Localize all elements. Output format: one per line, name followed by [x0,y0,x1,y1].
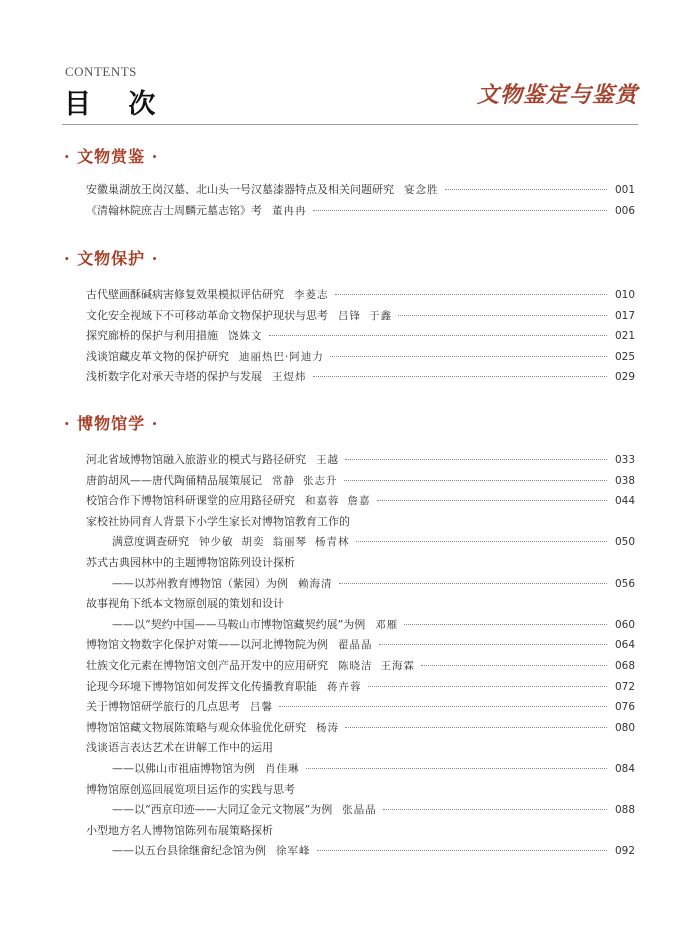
entry-subtitle: ——以佛山市祖庙博物馆为例 [112,761,255,775]
section-title: · 文物赏鉴 · [64,147,159,166]
dot-leader [279,706,607,707]
entry-author: 王煜炜 [272,371,307,384]
entry-title: 博物馆原创巡回展览项目运作的实践与思考 [86,782,295,796]
toc-entry-line[interactable] [86,512,635,533]
entry-title: 浅析数字化对承天寺塔的保护与发展 [86,370,262,384]
entry-subtitle: 满意度调查研究 [112,535,189,549]
page-number: 010 [614,289,635,301]
dot-leader [330,356,607,357]
dot-leader [356,541,608,542]
entry-author: 宴念胜 [404,184,439,196]
entry-title: 小型地方名人博物馆陈列布展策略探析 [86,823,273,837]
toc-entry[interactable] [86,718,635,739]
section-entries [86,180,635,221]
entry-author: 赖海清 [298,577,333,590]
dot-leader [306,768,608,769]
page-number: 006 [614,204,635,217]
page-number: 001 [614,184,635,196]
entry-title: 河北省域博物馆融入旅游业的模式与路径研究 [86,453,306,466]
entry-author: 吕锋 [338,309,361,322]
entry-author: 蒋卉蓉 [327,680,362,693]
dot-leader [269,335,608,336]
entry-title: 故事视角下纸本文物原创展的策划和设计 [86,597,284,611]
toc-entry-line[interactable] [86,841,635,862]
entry-author: 詹嘉 [347,495,371,508]
page-number: 056 [614,577,635,590]
toc-entry[interactable] [86,635,635,656]
toc-entry[interactable] [86,285,635,306]
section-title: · 文物保护 · [64,249,159,268]
entry-title: 浅谈馆藏皮革文物的保护研究 [86,349,229,363]
dot-leader [398,315,607,316]
entry-author: 王越 [316,454,339,466]
toc-entry-line[interactable] [86,553,635,574]
dot-leader [383,809,607,810]
page-number: 044 [614,495,635,508]
entry-author: 和嘉蓉 [305,495,340,508]
entry-title: 校馆合作下博物馆科研课堂的应用路径研究 [86,494,295,508]
dot-leader [445,189,608,190]
toc-entry[interactable] [86,326,635,347]
entry-author: 翁丽琴 [272,536,307,549]
page-number: 092 [614,845,635,858]
page-number: 017 [614,309,635,322]
dot-leader [404,624,607,625]
dot-leader [317,850,608,851]
entry-author: 胡奕 [241,536,265,549]
dot-leader [379,644,608,645]
toc-entry-line[interactable] [86,759,635,780]
toc-entry[interactable] [86,306,635,327]
page-number: 033 [614,454,635,466]
dot-leader [421,665,607,666]
dot-leader [335,294,608,295]
entry-author: 张晶晶 [342,804,377,817]
entry-author: 杨青林 [315,536,350,549]
header-divider [62,124,638,125]
dot-leader [313,210,608,211]
toc-entry[interactable] [86,656,635,677]
entry-author: 李菱志 [294,289,329,301]
dot-leader [339,583,608,584]
entry-title: 《清翰林院庶吉士周麟元墓志铭》考 [86,203,262,217]
page-number: 038 [614,474,635,487]
journal-logo: 文物鉴定与鉴赏 [476,82,638,108]
toc-entry-line[interactable] [86,594,635,615]
entry-author: 王海霖 [380,659,415,672]
toc-entry-line[interactable] [86,532,635,553]
toc-entry-line[interactable] [86,800,635,821]
entry-author: 钟少敏 [199,536,234,549]
page-number: 029 [614,371,635,384]
toc-entry-line[interactable] [86,821,635,842]
toc-entry[interactable] [86,347,635,368]
section-entries [86,450,635,862]
page-number: 064 [614,639,635,652]
page-number: 025 [614,350,635,363]
contents-label: CONTENTS [65,64,137,79]
entry-author: 张志升 [303,474,338,487]
dot-leader [377,500,608,501]
section-title: · 博物馆学 · [64,414,159,433]
entry-author: 迪丽热巴·阿迪力 [239,350,324,363]
entry-subtitle: ——以苏州教育博物馆（紫园）为例 [112,576,288,590]
entry-title: 浅谈语言表达艺术在讲解工作中的运用 [86,741,273,755]
entry-author: 肖佳琳 [265,762,300,775]
toc-entry-line[interactable] [86,738,635,759]
toc-entry[interactable] [86,367,635,388]
entry-author: 翟晶晶 [338,639,373,652]
entry-title: 关于博物馆研学旅行的几点思考 [86,700,240,714]
dot-leader [345,459,607,460]
entry-title: 安徽巢湖放王岗汉墓、北山头一号汉墓漆器特点及相关问题研究 [86,183,394,196]
page-number: 080 [614,721,635,734]
entry-title: 探究廊桥的保护与利用措施 [86,329,218,343]
page-title: 目 次 [64,89,170,120]
toc-entry-line[interactable] [86,574,635,595]
page-number: 072 [614,680,635,693]
entry-author: 吕馨 [250,701,273,714]
dot-leader [344,480,608,481]
entry-title: 论现今环境下博物馆如何发挥文化传播教育职能 [86,679,317,693]
entry-title: 博物馆馆藏文物展陈策略与观众体验优化研究 [86,720,306,734]
entry-title: 家校社协同育人背景下小学生家长对博物馆教育工作的 [86,514,350,528]
toc-entry[interactable] [86,180,635,201]
entry-subtitle: ——以“西京印迹——大同辽金元文物展”为例 [112,803,333,817]
entry-author: 邓雁 [375,618,399,631]
page-number: 050 [614,536,635,549]
toc-entry[interactable] [86,450,635,471]
toc-entry[interactable] [86,471,635,492]
toc-entry[interactable] [86,201,635,222]
entry-title: 古代壁画酥碱病害修复效果模拟评估研究 [86,288,284,301]
entry-author: 于鑫 [369,309,392,322]
page-number: 076 [614,701,635,714]
entry-subtitle: ——以“契约中国——马鞍山市博物馆藏契约展”为例 [112,617,366,631]
entry-subtitle: ——以五台县徐继畲纪念馆为例 [112,844,266,858]
page-number: 088 [614,804,635,817]
page-number: 060 [614,618,635,631]
entry-author: 饶姝文 [228,330,263,343]
entry-title: 苏式古典园林中的主题博物馆陈列设计探析 [86,555,295,569]
entry-author: 徐军峰 [276,845,311,858]
entry-author: 董冉冉 [272,204,307,217]
page-number: 021 [614,330,635,343]
entry-author: 陈晓洁 [338,659,373,672]
entry-author: 杨涛 [316,721,339,734]
entry-title: 文化安全视域下不可移动革命文物保护现状与思考 [86,308,328,322]
entry-author: 常静 [272,474,295,487]
entry-title: 唐韵胡风——唐代陶俑精品展策展记 [86,473,262,487]
toc-entry-line[interactable] [86,615,635,636]
section-entries [86,285,635,388]
toc-entry[interactable] [86,491,635,512]
toc-entry[interactable] [86,697,635,718]
entry-title: 博物馆文物数字化保护对策——以河北博物院为例 [86,638,328,652]
dot-leader [313,376,608,377]
dot-leader [368,686,608,687]
page-number: 068 [614,659,635,672]
toc-entry[interactable] [86,677,635,698]
entry-title: 壮族文化元素在博物馆文创产品开发中的应用研究 [86,658,328,672]
dot-leader [345,727,607,728]
page-number: 084 [614,762,635,775]
toc-entry-line[interactable] [86,780,635,801]
